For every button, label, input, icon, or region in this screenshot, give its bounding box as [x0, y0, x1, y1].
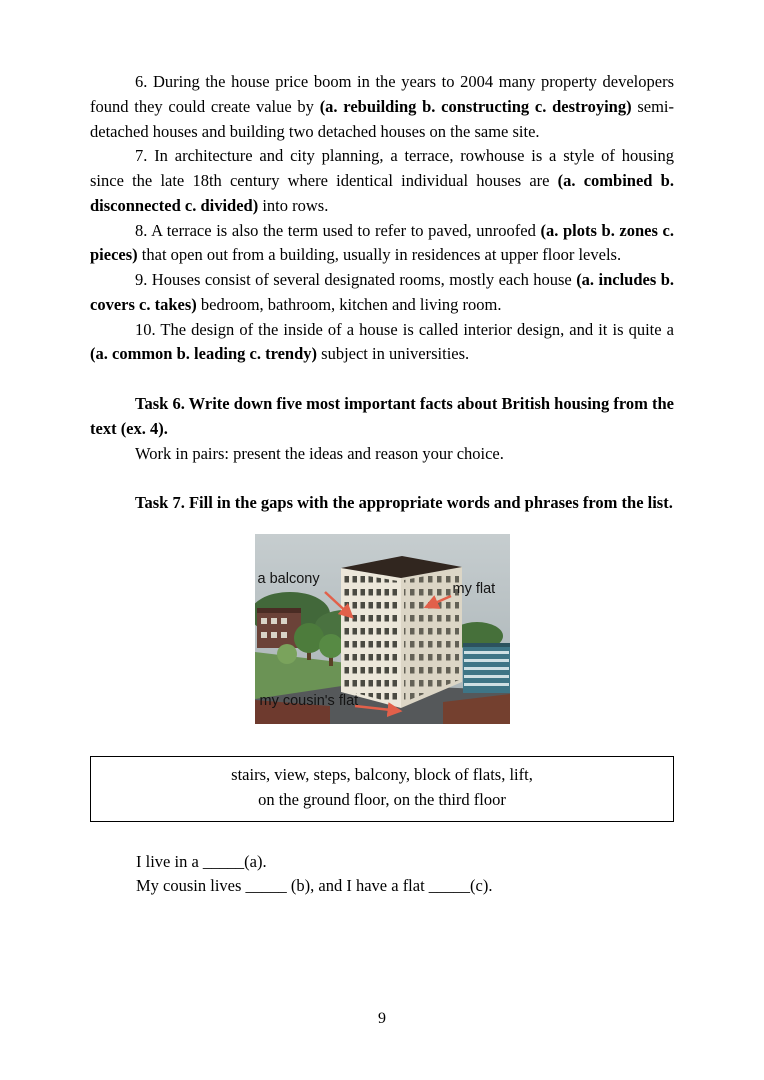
item-text: 9. Houses consist of several designated rooms, mostly each house — [135, 270, 577, 289]
task-6-instruction: Work in pairs: present the ideas and reason your choice. — [135, 443, 504, 463]
item-text: 10. The design of the inside of a house is called interior design, and it is quite a — [135, 319, 674, 339]
item-text: subject in universities. — [317, 344, 470, 364]
task-6-heading: Task 6. Write down five most important facts about British housing from the text (ex. 4). — [90, 394, 674, 438]
item-text: into rows. — [258, 195, 329, 215]
task-7-heading: Task 7. Fill in the gaps with the appropriate words and phrases from the list. — [135, 493, 673, 513]
item-text: bedroom, bathroom, kitchen and living room. — [196, 294, 502, 314]
fill-in-line-2: My cousin lives _____ (b), and I have a flat _____(c). — [136, 876, 493, 896]
figure-label-balcony: a balcony — [257, 571, 320, 587]
item-options: (a. common b. leading c. trendy) — [90, 344, 318, 364]
item-text: 7. In architecture and city planning, a terrace, rowhouse is a style of housing since the late 18th century where identical individual houses are — [90, 146, 674, 190]
item-options: (a. rebuilding b. constructing c. destroying) — [319, 96, 632, 116]
exercise-item-9 — [90, 268, 674, 318]
word-bank-box — [90, 756, 674, 822]
exercise-item-7 — [90, 144, 674, 218]
item-text: semi-detached houses and building two detached houses on the same site. — [90, 96, 674, 141]
item-text: 6. During the house price boom in the years to 2004 many property developers found they could create value by — [90, 72, 674, 116]
page-number: 9 — [378, 1010, 386, 1027]
fill-in-sentences — [90, 850, 674, 900]
fill-in-line-1: I live in a _____(a). — [136, 851, 267, 871]
item-options: (a. plots b. zones c. pieces) — [90, 220, 674, 265]
block-of-flats-illustration — [255, 534, 510, 724]
item-text: that open out from a building, usually in residences at upper floor levels. — [137, 245, 622, 265]
item-options: (a. includes b. covers c. takes) — [90, 270, 674, 314]
figure-label-cousins-flat: my cousin's flat — [259, 693, 359, 709]
exercise-item-6 — [90, 70, 674, 144]
item-text: 8. A terrace is also the term used to refer to paved, unroofed — [135, 220, 541, 240]
word-bank-line-2: on the ground floor, on the third floor — [258, 789, 506, 809]
figure-label-my-flat: my flat — [452, 581, 496, 597]
exercise-item-8 — [90, 219, 674, 269]
word-bank-line-1: stairs, view, steps, balcony, block of flats, lift, — [231, 765, 533, 784]
exercise-item-10 — [90, 318, 674, 368]
item-options: (a. combined b. disconnected c. divided) — [90, 171, 674, 215]
